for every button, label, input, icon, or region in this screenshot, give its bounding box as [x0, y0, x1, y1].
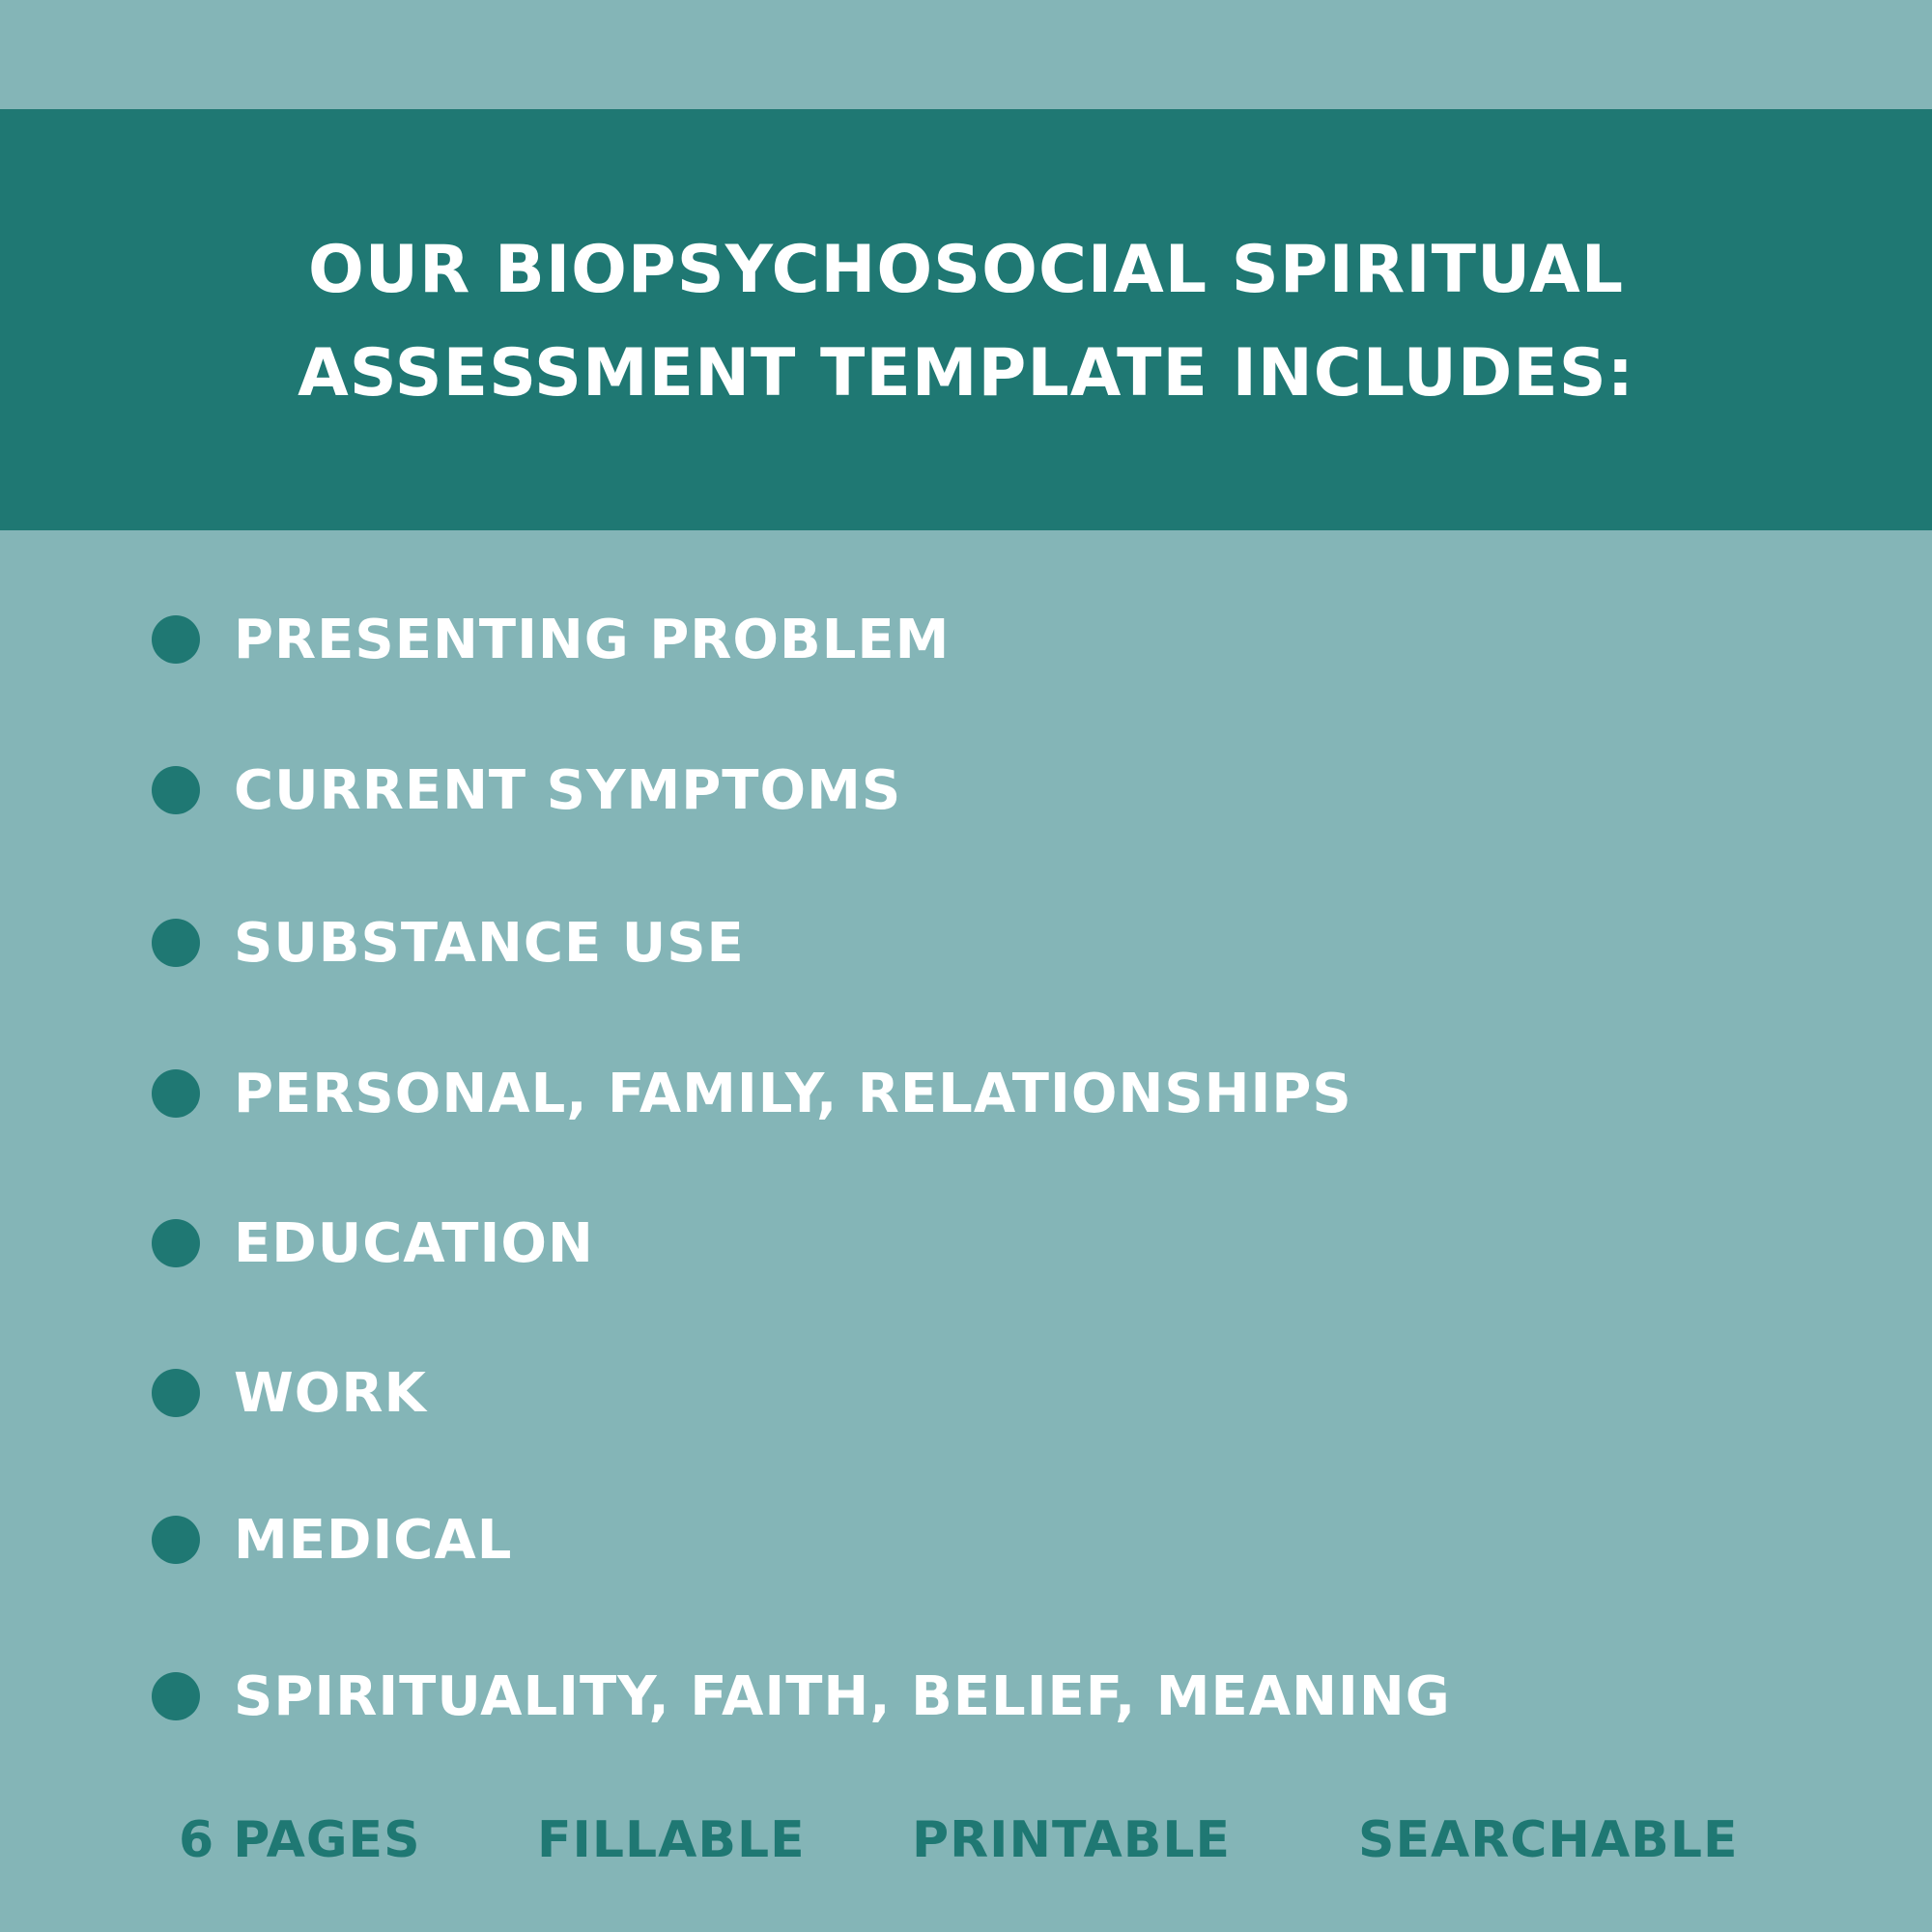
feature-label: PRESENTING PROBLEM — [234, 608, 951, 671]
bullet-icon — [152, 615, 200, 664]
feature-label: EDUCATION — [234, 1211, 594, 1275]
list-item — [152, 899, 745, 986]
printable-label: PRINTABLE — [912, 1811, 1231, 1869]
bullet-icon — [152, 1369, 200, 1417]
feature-label: CURRENT SYMPTOMS — [234, 758, 902, 822]
list-item — [152, 1350, 427, 1436]
bullet-icon — [152, 1069, 200, 1118]
list-item — [152, 1653, 1451, 1740]
bullet-icon — [152, 919, 200, 967]
pages-count-label: 6 PAGES — [179, 1811, 421, 1869]
searchable-label: SEARCHABLE — [1358, 1811, 1739, 1869]
feature-label: MEDICAL — [234, 1508, 513, 1572]
list-item — [152, 1496, 512, 1583]
list-item — [152, 1050, 1352, 1137]
page-title-line-1: OUR BIOPSYCHOSOCIAL SPIRITUAL — [307, 232, 1625, 308]
list-item — [152, 596, 950, 683]
feature-label: SPIRITUALITY, FAITH, BELIEF, MEANING — [234, 1664, 1451, 1728]
feature-label: SUBSTANCE USE — [234, 911, 745, 975]
page-title-line-2: ASSESSMENT TEMPLATE INCLUDES: — [298, 335, 1634, 412]
bullet-icon — [152, 1516, 200, 1564]
list-item — [152, 1200, 594, 1287]
list-item — [152, 747, 901, 834]
bullet-icon — [152, 766, 200, 814]
product-attributes — [0, 1797, 1932, 1884]
fillable-label: FILLABLE — [537, 1811, 806, 1869]
bullet-icon — [152, 1672, 200, 1720]
bullet-icon — [152, 1219, 200, 1267]
feature-label: WORK — [234, 1361, 427, 1425]
feature-label: PERSONAL, FAMILY, RELATIONSHIPS — [234, 1062, 1352, 1125]
